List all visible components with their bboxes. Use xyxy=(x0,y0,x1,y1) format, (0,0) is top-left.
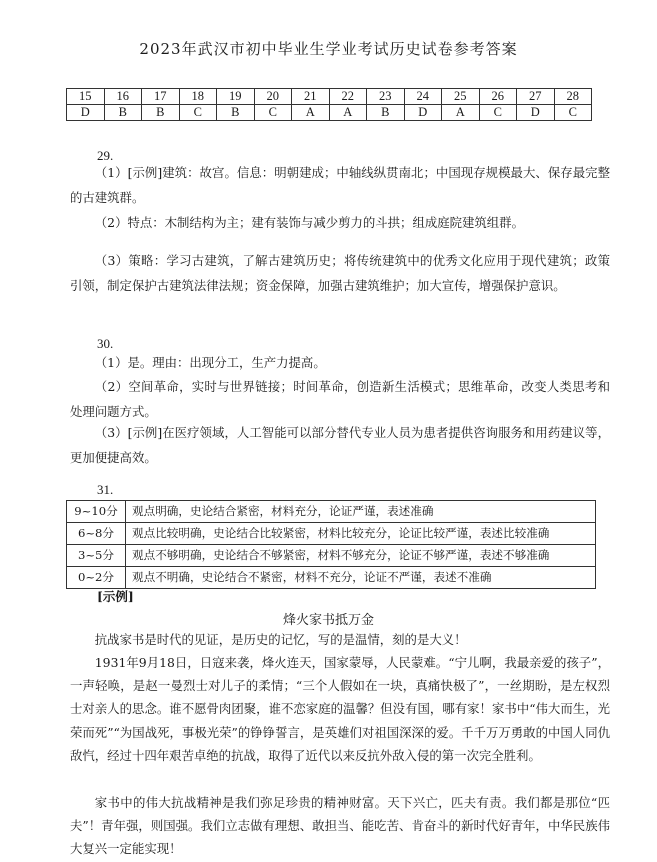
page-title: 2023年武汉市初中毕业生学业考试历史试卷参考答案 xyxy=(139,40,518,58)
answer-cell: C xyxy=(254,105,292,121)
answer-cell: D xyxy=(404,105,442,121)
rubric-score: 3~5分 xyxy=(67,545,126,567)
rubric-description: 观点比较明确，史论结合比较紧密，材料比较充分，论证比较严谨，表述比较准确 xyxy=(126,523,596,545)
question-number-cell: 21 xyxy=(292,89,330,105)
essay-paragraph: 1931年9月18日，日寇来袭，烽火连天，国家蒙辱，人民蒙难。“宁儿啊，我最亲爱的孩子”，一声轻唤，是赵一曼烈士对儿子的柔情；“三个人假如在一块，真痛快极了”，一丝期盼，是左权烈士对亲人的思念。谁不愿骨肉团聚，谁不恋家庭的温馨？但没有国，哪有家！家书中“伟大而生，光荣而死”“为国战死，事极光荣”的铮铮誓言，是英雄们对祖国深深的爱。千千万万勇敢的中国人同仇敌忾，经过十四年艰苦卓绝的抗战，取得了近代以来反抗外敌入侵的第一次完全胜利。 xyxy=(70,655,610,763)
answer-cell: B xyxy=(217,105,255,121)
answer-cell: B xyxy=(142,105,180,121)
answer-cell: D xyxy=(67,105,105,121)
rubric-row xyxy=(67,567,596,589)
question-29-part-3: （3）策略：学习古建筑，了解古建筑历史；将传统建筑中的优秀文化应用于现代建筑；政策引领，制定保护古建筑法律法规；资金保障，加强古建筑维护；加大宣传，增强保护意识。 xyxy=(70,253,610,293)
question-number-cell: 19 xyxy=(217,89,255,105)
question-number-cell: 24 xyxy=(404,89,442,105)
question-30-part-1: （1）是。理由：出现分工，生产力提高。 xyxy=(94,355,326,370)
question-number-cell: 27 xyxy=(517,89,555,105)
question-number-cell: 18 xyxy=(179,89,217,105)
scoring-rubric-table xyxy=(66,500,596,589)
question-number-cell: 22 xyxy=(329,89,367,105)
rubric-row xyxy=(67,501,596,523)
question-number-cell: 28 xyxy=(554,89,592,105)
question-number-cell: 16 xyxy=(104,89,142,105)
answer-cell: C xyxy=(479,105,517,121)
example-label: [示例] xyxy=(97,589,134,604)
rubric-row xyxy=(67,545,596,567)
answer-table-number-row xyxy=(67,89,592,105)
rubric-row xyxy=(67,523,596,545)
rubric-description: 观点明确，史论结合紧密，材料充分，论证严谨，表述准确 xyxy=(126,501,596,523)
question-30-part-2: （2）空间革命，实时与世界链接；时间革命，创造新生活模式；思维革命，改变人类思考和处理问题方式。 xyxy=(70,379,610,419)
question-number-cell: 20 xyxy=(254,89,292,105)
question-number-cell: 26 xyxy=(479,89,517,105)
question-29-part-1: （1）[示例]建筑：故宫。信息：明朝建成；中轴线纵贯南北；中国现存规模最大、保存最完整的古建筑群。 xyxy=(70,165,610,205)
answer-cell: A xyxy=(292,105,330,121)
question-number-cell: 17 xyxy=(142,89,180,105)
answer-table-answer-row xyxy=(67,105,592,121)
rubric-score: 9~10分 xyxy=(67,501,126,523)
answer-cell: C xyxy=(554,105,592,121)
question-29-part-2: （2）特点：木制结构为主；建有装饰与减少剪力的斗拱；组成庭院建筑组群。 xyxy=(94,215,524,230)
rubric-score: 0~2分 xyxy=(67,567,126,589)
question-number-cell: 15 xyxy=(67,89,105,105)
rubric-description: 观点不明确，史论结合不紧密，材料不充分，论证不严谨，表述不准确 xyxy=(126,567,596,589)
question-number-cell: 25 xyxy=(442,89,480,105)
essay-paragraph: 抗战家书是时代的见证，是历史的记忆，写的是温情，刻的是大义！ xyxy=(94,632,467,647)
rubric-description: 观点不够明确，史论结合不够紧密，材料不够充分，论证不够严谨，表述不够准确 xyxy=(126,545,596,567)
question-31-number: 31. xyxy=(97,482,114,497)
rubric-score: 6~8分 xyxy=(67,523,126,545)
answer-cell: B xyxy=(104,105,142,121)
question-30-part-3: （3）[示例]在医疗领域，人工智能可以部分替代专业人员为患者提供咨询服务和用药建议等，更加便捷高效。 xyxy=(70,425,610,465)
answer-cell: C xyxy=(179,105,217,121)
question-30-number: 30. xyxy=(97,336,114,351)
answer-cell: A xyxy=(442,105,480,121)
question-29-number: 29. xyxy=(97,148,114,163)
answer-cell: B xyxy=(367,105,405,121)
question-number-cell: 23 xyxy=(367,89,405,105)
essay-title: 烽火家书抵万金 xyxy=(282,613,374,628)
essay-paragraph: 家书中的伟大抗战精神是我们弥足珍贵的精神财富。天下兴亡，匹夫有责。我们都是那位“匹夫”！青年强，则国强。我们立志做有理想、敢担当、能吃苦、肯奋斗的新时代好青年，中华民族伟大复兴一定能实现！ xyxy=(70,795,610,857)
answer-cell: D xyxy=(517,105,555,121)
answer-table xyxy=(66,88,592,121)
answer-cell: A xyxy=(329,105,367,121)
